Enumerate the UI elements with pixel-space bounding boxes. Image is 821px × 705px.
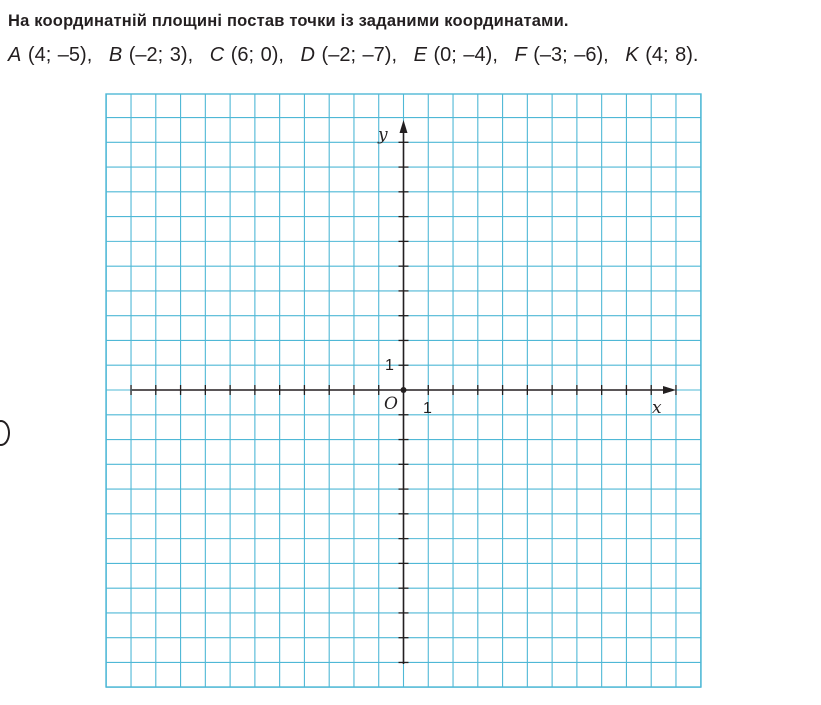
point-name: F (514, 44, 527, 66)
point-entry-k: K (4; 8). (625, 44, 699, 66)
point-coords: (0; –4) (433, 44, 493, 66)
origin-point (401, 387, 407, 393)
point-entry-f: F (–3; –6), (514, 44, 609, 66)
task-text: На координатній площині постав точки із заданими координатами. (8, 12, 569, 30)
point-entry-a: A (4; –5), (8, 44, 93, 66)
x-unit-label: 1 (423, 400, 432, 417)
point-entry-c: C (6; 0), (209, 44, 284, 66)
point-coords: (6; 0) (230, 44, 279, 66)
point-name: E (413, 44, 427, 66)
y-axis-arrow-icon (400, 120, 408, 133)
x-axis-label: x (652, 398, 662, 418)
point-name: K (625, 44, 639, 66)
point-entry-e: E (0; –4), (413, 44, 498, 66)
point-name: C (209, 44, 225, 66)
point-coords: (–2; –7) (321, 44, 392, 66)
x-axis-arrow-icon (663, 386, 676, 394)
point-coords: (4; 8) (645, 44, 693, 66)
point-name: D (300, 44, 315, 66)
point-coords: (–2; 3) (128, 44, 188, 66)
origin-label: O (384, 394, 398, 414)
point-entry-d: D (–2; –7), (300, 44, 398, 66)
point-name: A (8, 44, 22, 66)
point-coords: (–3; –6) (533, 44, 604, 66)
point-entry-b: B (–2; 3), (108, 44, 194, 66)
point-name: B (108, 44, 123, 66)
axes (132, 120, 676, 664)
y-axis-label: y (378, 125, 388, 145)
y-unit-label: 1 (385, 357, 394, 374)
point-coords: (4; –5) (27, 44, 87, 66)
